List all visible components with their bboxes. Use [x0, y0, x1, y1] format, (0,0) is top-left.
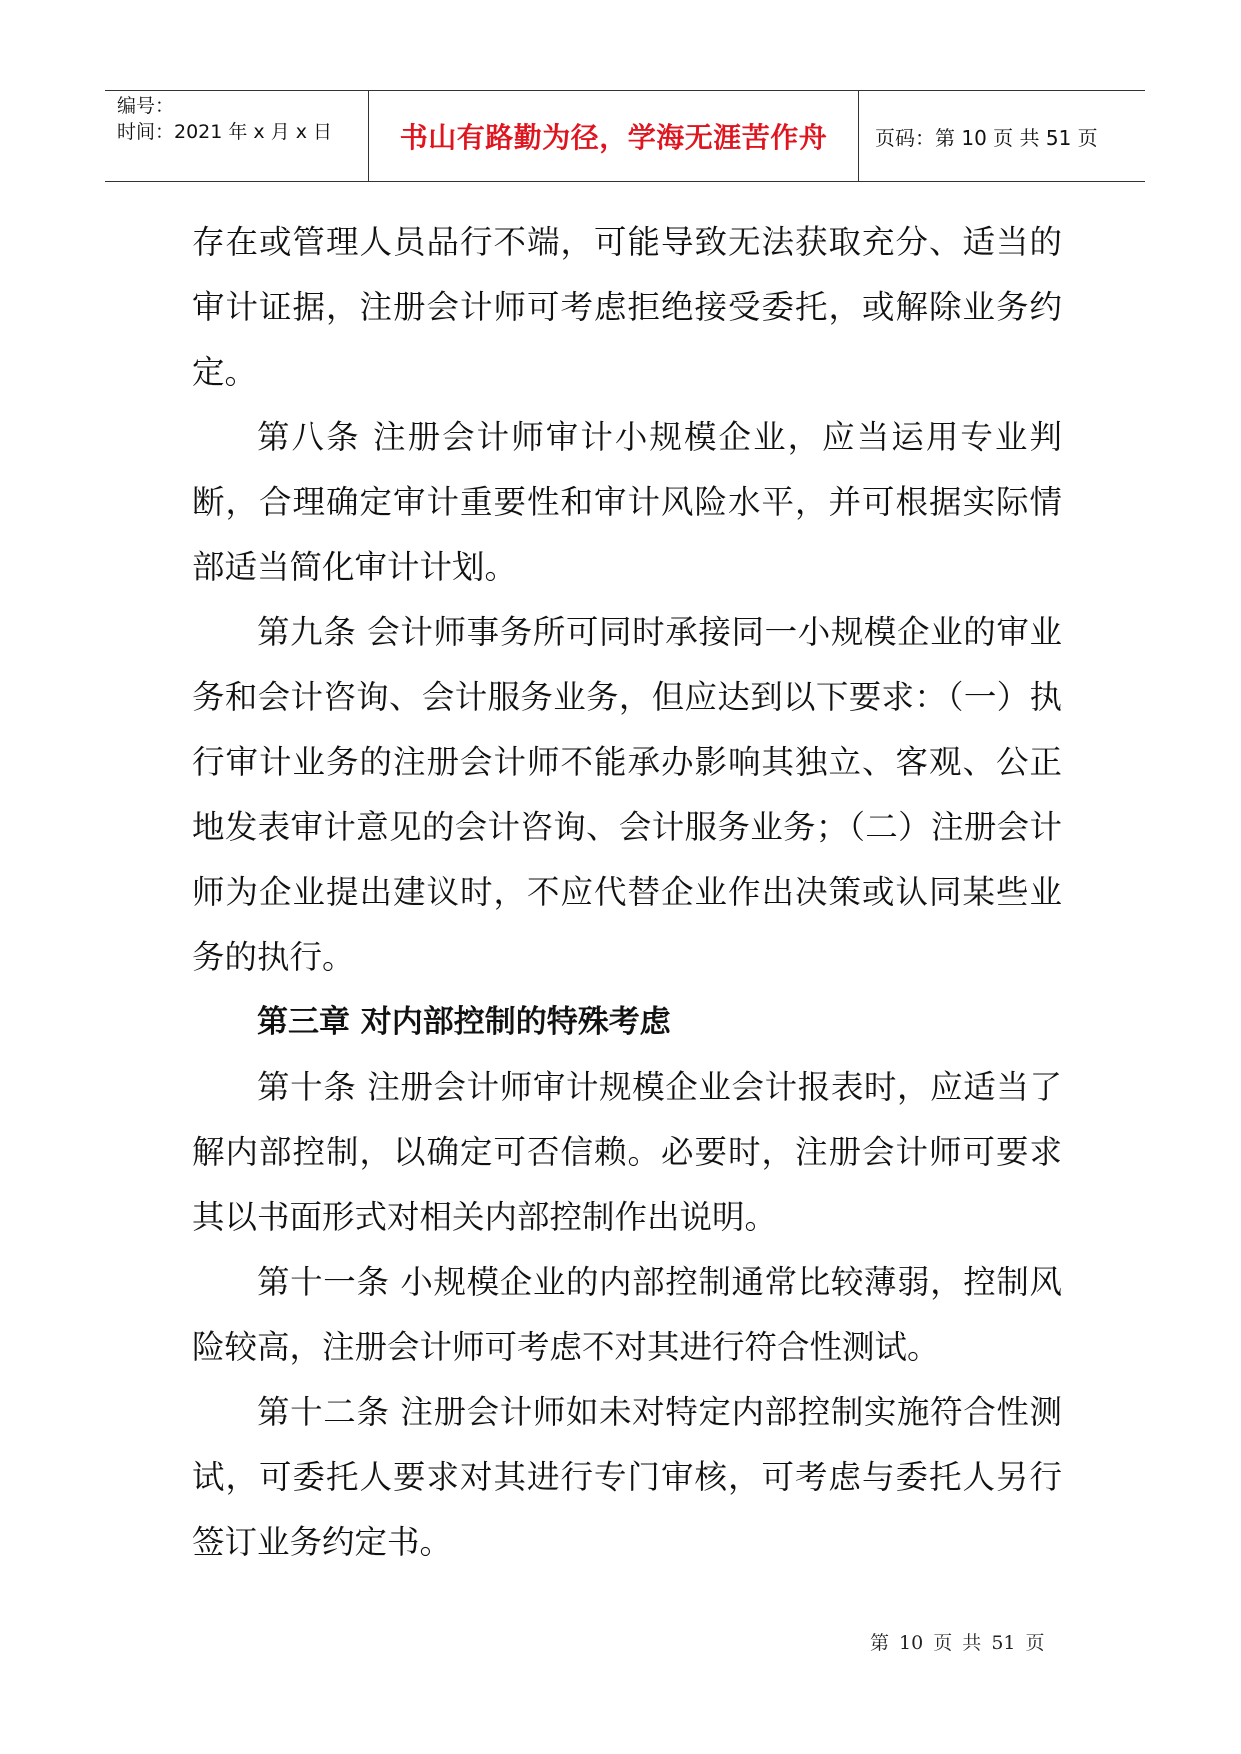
- header-meta-cell: [105, 91, 369, 181]
- document-number-label: 编号：: [117, 95, 175, 117]
- article-12: 第十二条 注册会计师如未对特定内部控制实施符合性测试，可委托人要求对其进行专门审核，可考虑与委托人另行签订业务约定书。: [192, 1393, 1062, 1561]
- page-footer: 第 10 页 共 51 页: [870, 1632, 1045, 1654]
- chapter-3-heading: 第三章 对内部控制的特殊考虑: [257, 1004, 671, 1040]
- header-motto: 书山有路勤为径，学海无涯苦作舟: [399, 121, 828, 154]
- header-page-code: 页码：第 10 页 共 51 页: [875, 125, 1098, 150]
- document-time-label: 时间：2021 年 x 月 x 日: [117, 121, 333, 143]
- article-11: 第十一条 小规模企业的内部控制通常比较薄弱，控制风险较高，注册会计师可考虑不对其进行符合性测试。: [192, 1263, 1062, 1366]
- page-header: [105, 90, 1145, 182]
- article-10: 第十条 注册会计师审计规模企业会计报表时，应适当了解内部控制，以确定可否信赖。必要时，注册会计师可要求其以书面形式对相关内部控制作出说明。: [192, 1068, 1062, 1236]
- header-page-cell: [859, 91, 1145, 181]
- article-8: 第八条 注册会计师审计小规模企业，应当运用专业判断，合理确定审计重要性和审计风险水平，并可根据实际情部适当简化审计计划。: [192, 418, 1062, 586]
- article-9: 第九条 会计师事务所可同时承接同一小规模企业的审业务和会计咨询、会计服务业务，但应达到以下要求：（一）执行审计业务的注册会计师不能承办影响其独立、客观、公正地发表审计意见的会计咨询、会计服务业务；（二）注册会计师为企业提出建议时，不应代替企业作出决策或认同某些业务的执行。: [192, 613, 1062, 976]
- document-body: [192, 210, 1062, 1575]
- paragraph-continuation: 存在或管理人员品行不端，可能导致无法获取充分、适当的审计证据，注册会计师可考虑拒绝接受委托，或解除业务约定。: [192, 223, 1062, 391]
- header-motto-cell: [369, 91, 859, 181]
